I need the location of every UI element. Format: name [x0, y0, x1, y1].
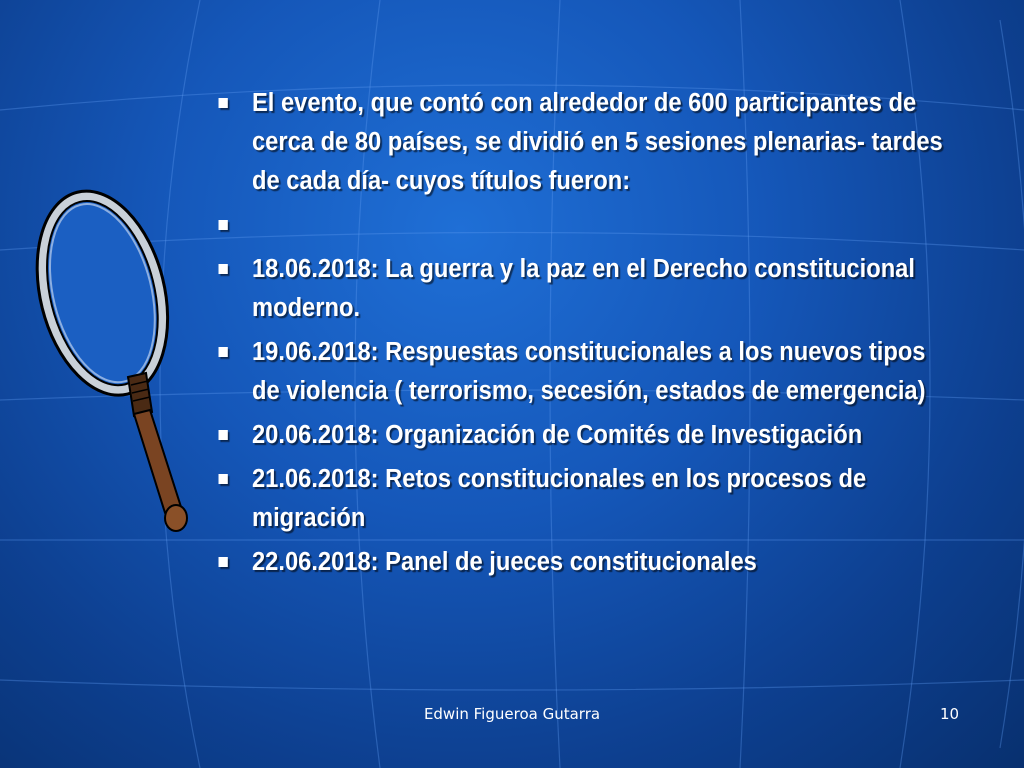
bullet-text: 19.06.2018: Respuestas constitucionales a los nuevos tipos de violencia ( terrorismo, secesión, estados de emergencia): [251, 338, 926, 405]
square-bullet-icon: [219, 264, 228, 274]
square-bullet-icon: [219, 347, 228, 357]
bullet-item: [212, 416, 947, 455]
bullet-text: 22.06.2018: Panel de jueces constitucionales: [251, 548, 757, 576]
bullet-text: El evento, que contó con alrededor de 600 participantes de cerca de 80 países, se dividió en 5 sesiones plenarias- tardes de cada día- cuyos títulos fueron:: [251, 89, 943, 195]
bullet-item: [212, 543, 947, 582]
square-bullet-icon: [219, 557, 228, 567]
bullet-list: [212, 84, 1002, 587]
footer-author: Edwin Figueroa Gutarra: [423, 705, 601, 723]
square-bullet-icon: [219, 430, 228, 440]
magnifying-glass-icon: [30, 180, 200, 540]
square-bullet-icon: [219, 220, 228, 230]
page-number: 10: [940, 705, 960, 723]
bullet-text: 21.06.2018: Retos constitucionales en los procesos de migración: [251, 465, 867, 532]
square-bullet-icon: [219, 98, 228, 108]
square-bullet-icon: [219, 474, 228, 484]
bullet-item: [212, 460, 947, 538]
bullet-item: [212, 333, 947, 411]
bullet-text: 18.06.2018: La guerra y la paz en el Derecho constitucional moderno.: [251, 255, 915, 322]
bullet-item-empty: [212, 206, 947, 245]
bullet-item: [212, 250, 947, 328]
bullet-text: 20.06.2018: Organización de Comités de Investigación: [251, 421, 863, 449]
bullet-item: [212, 84, 947, 201]
